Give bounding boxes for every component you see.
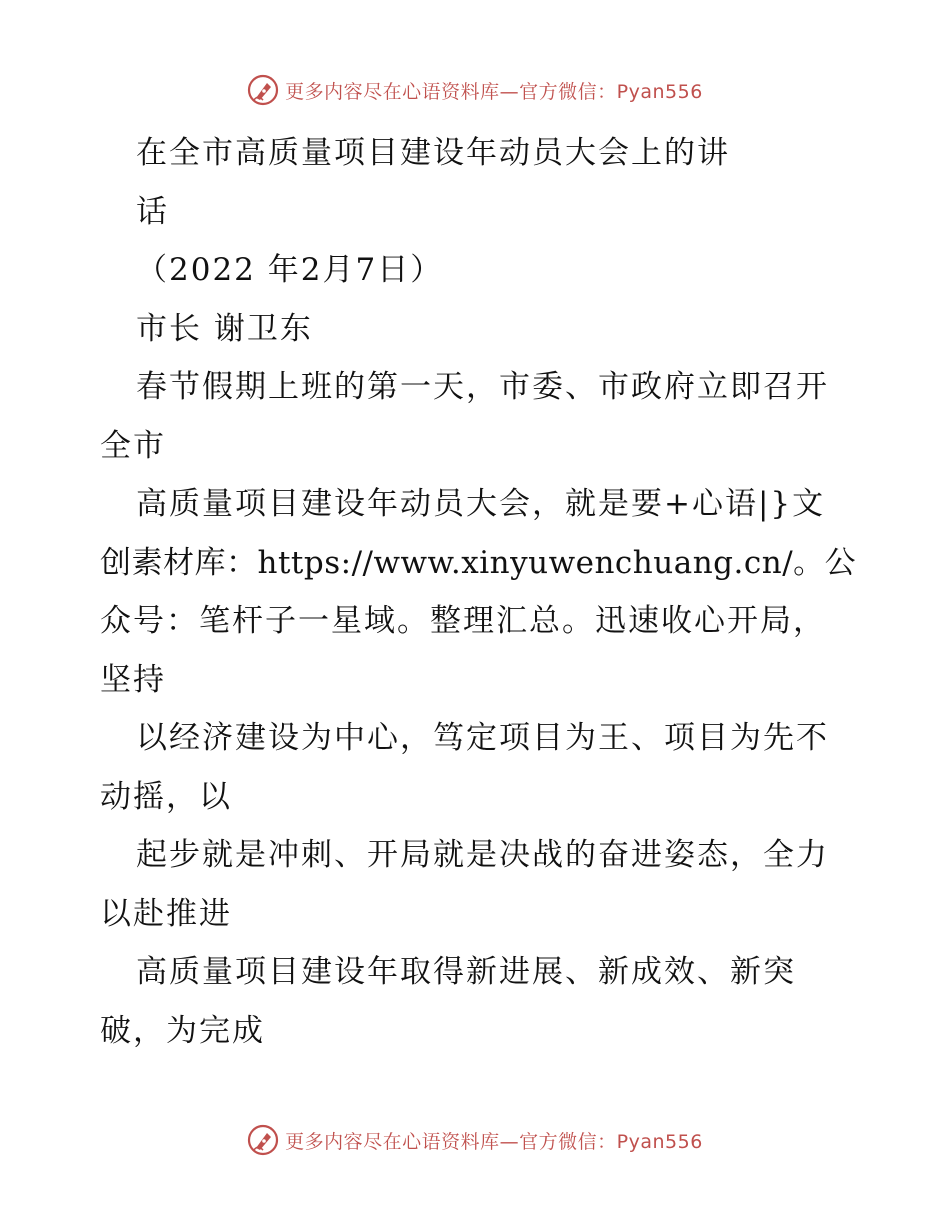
paragraph-line: 春节假期上班的第一天，市委、市政府立即召开 xyxy=(136,369,829,405)
pen-nib-logo-icon xyxy=(247,74,279,106)
paragraph-line: 起步就是冲刺、开局就是决战的奋进姿态，全力 xyxy=(136,837,829,873)
paragraph-line: 高质量项目建设年动员大会，就是要+心语|}文 xyxy=(136,486,826,522)
paragraph-line: 破，为完成 xyxy=(100,1012,265,1049)
paragraph-line: 以赴推进 xyxy=(100,895,232,932)
watermark-text: 更多内容尽在心语资料库—官方微信：Pyan556 xyxy=(285,80,703,103)
header-watermark xyxy=(0,70,950,110)
date-line: （2022 年2月7日） xyxy=(136,252,444,288)
watermark-text: 更多内容尽在心语资料库—官方微信：Pyan556 xyxy=(285,1130,703,1153)
paragraph-line: 高质量项目建设年取得新进展、新成效、新突 xyxy=(136,954,796,990)
paragraph-line: 坚持 xyxy=(100,661,166,698)
paragraph-line: 创素材库：https://www.xinyuwenchuang.cn/。公 xyxy=(100,544,857,581)
author-line: 市长 谢卫东 xyxy=(136,310,313,347)
title-line-1: 在全市高质量项目建设年动员大会上的讲 xyxy=(136,135,730,171)
title-line-2: 话 xyxy=(136,193,169,230)
footer-watermark xyxy=(0,1120,950,1160)
document-body xyxy=(100,124,860,1060)
paragraph-line: 动摇，以 xyxy=(100,778,232,815)
paragraph-line: 全市 xyxy=(100,427,166,464)
paragraph-line: 众号：笔杆子一星域。整理汇总。迅速收心开局， xyxy=(100,603,826,639)
paragraph-line: 以经济建设为中心，笃定项目为王、项目为先不 xyxy=(136,720,829,756)
pen-nib-logo-icon xyxy=(247,1124,279,1156)
